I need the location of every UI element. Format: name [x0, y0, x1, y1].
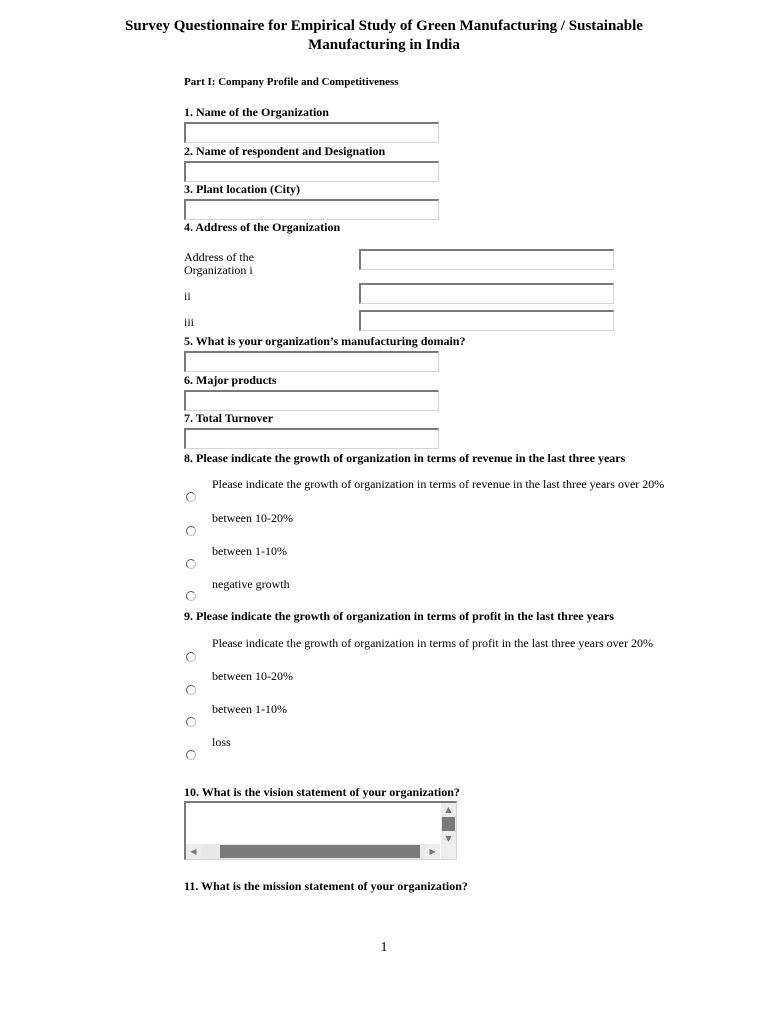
scrollbar-corner: [441, 844, 456, 859]
profit-option-3-radio[interactable]: [186, 717, 196, 727]
organization-name-field[interactable]: [184, 122, 439, 143]
question-10-label: 10. What is the vision statement of your organization?: [184, 785, 460, 799]
profit-option-1-label: Please indicate the growth of organization in terms of profit in the last three years over 20%: [212, 636, 653, 650]
address-label-ii: ii: [184, 289, 191, 303]
scroll-left-icon[interactable]: ◀: [186, 844, 201, 859]
question-5-label: 5. What is your organization’s manufacturing domain?: [184, 334, 466, 348]
scroll-right-icon[interactable]: ▶: [425, 844, 440, 859]
scroll-down-icon[interactable]: ▼: [441, 832, 456, 845]
horizontal-scroll-thumb[interactable]: [220, 845, 420, 858]
revenue-option-2-label: between 10-20%: [212, 511, 293, 525]
address-line-2-field[interactable]: [359, 283, 614, 304]
address-label-iii: iii: [184, 315, 195, 329]
question-4-label: 4. Address of the Organization: [184, 220, 341, 234]
question-6-label: 6. Major products: [184, 373, 277, 387]
revenue-option-3-radio[interactable]: [186, 559, 196, 569]
revenue-option-4-label: negative growth: [212, 577, 290, 591]
address-line-3-field[interactable]: [359, 310, 614, 331]
vertical-scrollbar[interactable]: [441, 803, 456, 845]
document-title-line-2: Manufacturing in India: [308, 37, 460, 53]
profit-option-4-label: loss: [212, 735, 231, 749]
question-9-label: 9. Please indicate the growth of organization in terms of profit in the last three years: [184, 609, 614, 623]
question-2-label: 2. Name of respondent and Designation: [184, 144, 386, 158]
major-products-field[interactable]: [184, 390, 439, 411]
address-label-line-2: Organization i: [184, 263, 253, 277]
question-8-label: 8. Please indicate the growth of organization in terms of revenue in the last three years: [184, 451, 626, 465]
manufacturing-domain-field[interactable]: [184, 351, 439, 372]
question-1-label: 1. Name of the Organization: [184, 105, 329, 119]
respondent-designation-field[interactable]: [184, 161, 439, 182]
question-11-label: 11. What is the mission statement of your organization?: [184, 879, 468, 893]
revenue-option-3-label: between 1-10%: [212, 544, 287, 558]
profit-option-4-radio[interactable]: [186, 750, 196, 760]
revenue-option-4-radio[interactable]: [186, 591, 196, 601]
vertical-scroll-thumb[interactable]: [442, 817, 455, 831]
profit-option-2-label: between 10-20%: [212, 669, 293, 683]
document-title-line-1: Survey Questionnaire for Empirical Study of Green Manufacturing / Sustainable: [125, 18, 643, 34]
scroll-up-icon[interactable]: ▲: [441, 803, 456, 816]
revenue-option-2-radio[interactable]: [186, 526, 196, 536]
profit-option-2-radio[interactable]: [186, 685, 196, 695]
address-label-line-1: Address of the: [184, 250, 254, 264]
total-turnover-field[interactable]: [184, 428, 439, 449]
horizontal-scrollbar[interactable]: [186, 844, 440, 859]
part-heading: Part I: Company Profile and Competitiveness: [184, 76, 399, 88]
profit-option-1-radio[interactable]: [186, 652, 196, 662]
question-7-label: 7. Total Turnover: [184, 411, 274, 425]
address-line-1-field[interactable]: [359, 249, 614, 270]
plant-location-field[interactable]: [184, 199, 439, 220]
profit-option-3-label: between 1-10%: [212, 702, 287, 716]
vision-statement-textarea[interactable]: [184, 801, 457, 860]
question-3-label: 3. Plant location (City): [184, 182, 300, 196]
revenue-option-1-radio[interactable]: [186, 492, 196, 502]
page-number: 1: [380, 940, 388, 955]
revenue-option-1-label: Please indicate the growth of organization in terms of revenue in the last three years over 20%: [212, 477, 665, 491]
